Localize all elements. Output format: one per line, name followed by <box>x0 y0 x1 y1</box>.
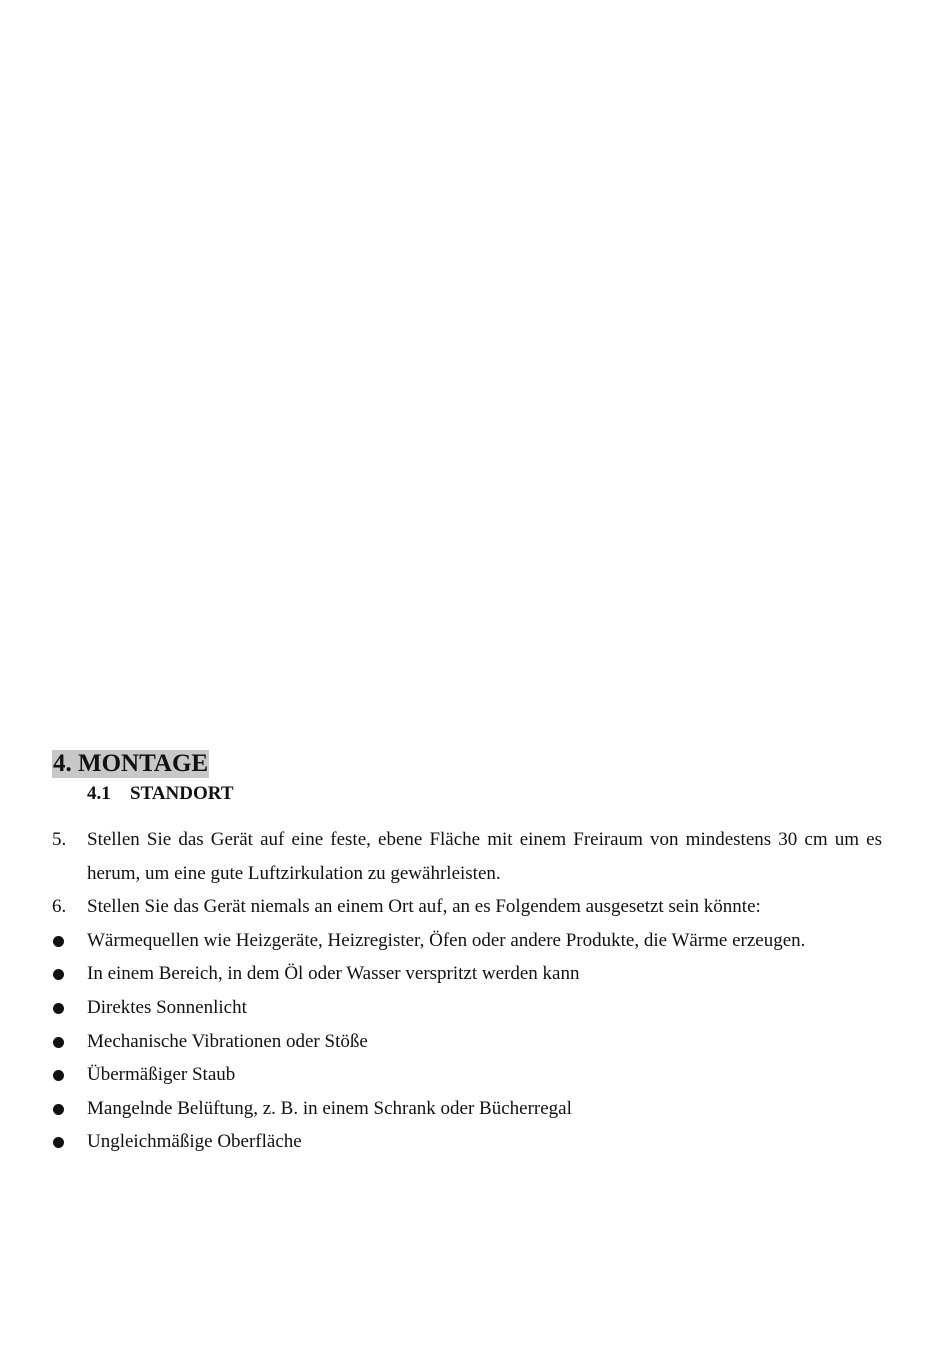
bullet-item <box>52 991 882 1025</box>
item-text: Direktes Sonnenlicht <box>87 996 247 1018</box>
item-text: Übermäßiger Staub <box>87 1064 236 1086</box>
bullet-item <box>52 957 882 991</box>
bullet-item <box>52 924 882 958</box>
item-text: Mangelnde Belüftung, z. B. in einem Schrank oder Bücherregal <box>87 1097 572 1119</box>
bullet-icon <box>53 1137 64 1148</box>
item-text: Wärmequellen wie Heizgeräte, Heizregister, Öfen oder andere Produkte, die Wärme erzeugen. <box>87 929 806 951</box>
item-text: Stellen Sie das Gerät auf eine feste, ebene Fläche mit einem Freiraum von mindestens 30 cm um es herum, um eine gute Luftzirkulation zu gewährleisten. <box>87 829 882 884</box>
item-number: 5. <box>52 829 67 850</box>
item-text: Mechanische Vibrationen oder Stöße <box>87 1030 368 1052</box>
bullet-item <box>52 1025 882 1059</box>
bullet-icon <box>53 936 64 947</box>
subsection-heading <box>87 782 234 806</box>
bullet-icon <box>53 969 64 980</box>
item-text: Stellen Sie das Gerät niemals an einem Ort auf, an es Folgendem ausgesetzt sein könnte: <box>87 896 761 918</box>
item-number: 6. <box>52 896 67 918</box>
item-text: In einem Bereich, in dem Öl oder Wasser verspritzt werden kann <box>87 963 580 985</box>
section-heading: 4. MONTAGE <box>53 750 209 777</box>
instruction-list <box>52 823 882 1159</box>
subsection-number: 4.1 <box>87 783 111 804</box>
bullet-icon <box>53 1037 64 1048</box>
subsection-title: STANDORT <box>130 783 234 804</box>
bullet-item <box>52 1125 882 1159</box>
bullet-item <box>52 1058 882 1092</box>
bullet-icon <box>53 1104 64 1115</box>
bullet-icon <box>53 1070 64 1081</box>
numbered-item <box>52 890 882 924</box>
bullet-item <box>52 1092 882 1126</box>
bullet-icon <box>53 1003 64 1014</box>
item-text: Ungleichmäßige Oberfläche <box>87 1131 302 1153</box>
numbered-item <box>52 823 882 890</box>
